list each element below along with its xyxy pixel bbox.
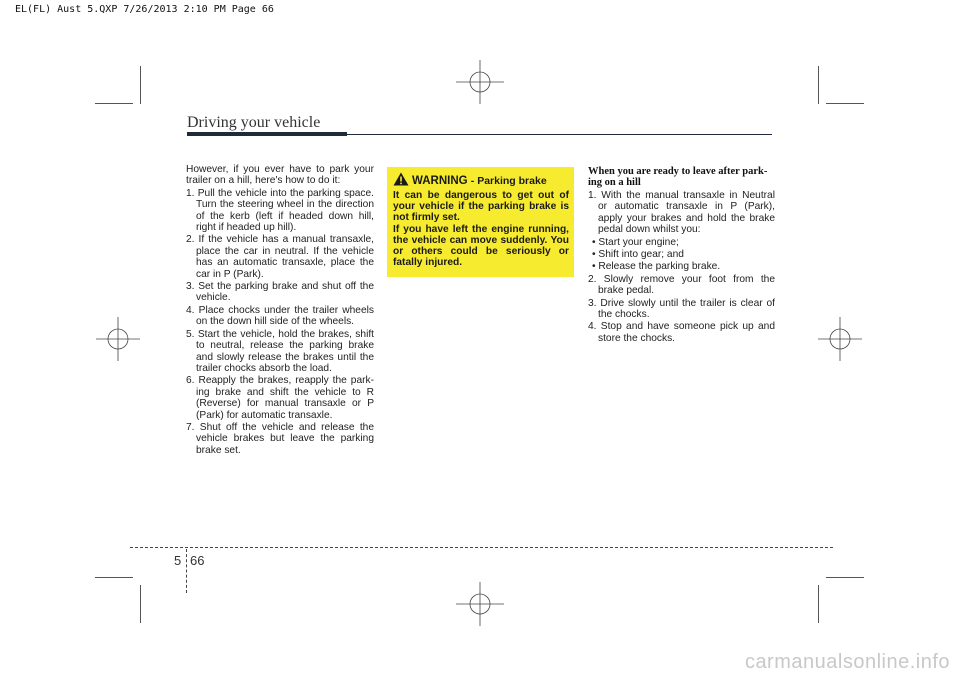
chapter-number: 5	[174, 553, 182, 568]
bullet-item: • Start your engine;	[592, 236, 679, 248]
footer-rule	[130, 547, 833, 548]
intro-paragraph: However, if you ever have to park your trailer on a hill, here's how to do it:	[186, 164, 374, 187]
step-item: 2. If the vehicle has a manual transaxle, place the car in neutral. If the vehicle has an automatic transaxle, place the car in P (Park).	[186, 234, 374, 280]
right-column	[588, 166, 775, 345]
step-item: 3. Set the parking brake and shut off the vehicle.	[186, 281, 374, 304]
step-item: 1. Pull the vehicle into the parking space. Turn the steering wheel in the direction of the kerb (left if headed down hill, right if headed up hill).	[186, 187, 374, 234]
step-item: 4. Stop and have someone pick up and store the chocks.	[588, 321, 775, 344]
footer-separator	[186, 549, 187, 593]
step-item: 4. Place chocks under the trailer wheels on the down hill side of the wheels.	[186, 304, 374, 328]
warning-body	[393, 190, 569, 269]
step-item: 5. Start the vehicle, hold the brakes, shift to neutral, release the parking brake and slowly release the brakes until the trailer chocks absorb the load.	[186, 328, 374, 374]
section-title: Driving your vehicle	[187, 114, 321, 131]
page-number: 66	[190, 553, 205, 568]
step-item: 1. With the manual transaxle in Neutral or automatic transaxle in P (Park), apply your brakes and hold the brake pedal down whilst you:	[588, 190, 775, 236]
warning-title-suffix: - Parking brake	[470, 175, 547, 187]
warning-triangle-icon	[393, 172, 409, 186]
warning-title	[412, 175, 547, 187]
warning-paragraph: If you have left the engine running, the vehicle can move suddenly. You or others could be seriously or fatally injured.	[393, 224, 569, 268]
header-rule	[347, 134, 772, 135]
bullet-item: • Shift into gear; and	[592, 249, 684, 261]
step-item: 7. Shut off the vehicle and release the vehicle brakes but leave the parking brake set.	[186, 421, 374, 456]
subsection-heading: When you are ready to leave after park-ing on a hill	[588, 166, 768, 188]
bullet-item: • Release the parking brake.	[592, 261, 721, 273]
header-accent-bar	[187, 132, 347, 136]
step-item: 6. Reapply the brakes, reapply the park-ing brake and shift the vehicle to R (Reverse) for manual transaxle or P (Park) for automatic transaxle.	[186, 375, 374, 421]
left-column	[186, 164, 374, 457]
watermark: carmanualsonline.info	[744, 651, 950, 673]
warning-title-prefix: WARNING	[412, 175, 468, 187]
print-slug: EL(FL) Aust 5.QXP 7/26/2013 2:10 PM Page 66	[15, 4, 274, 15]
warning-paragraph: It can be dangerous to get out of your vehicle if the parking brake is not firmly set.	[393, 190, 569, 223]
step-item: 3. Drive slowly until the trailer is clear of the chocks.	[588, 297, 775, 321]
step-item: 2. Slowly remove your foot from the brake pedal.	[588, 273, 775, 297]
